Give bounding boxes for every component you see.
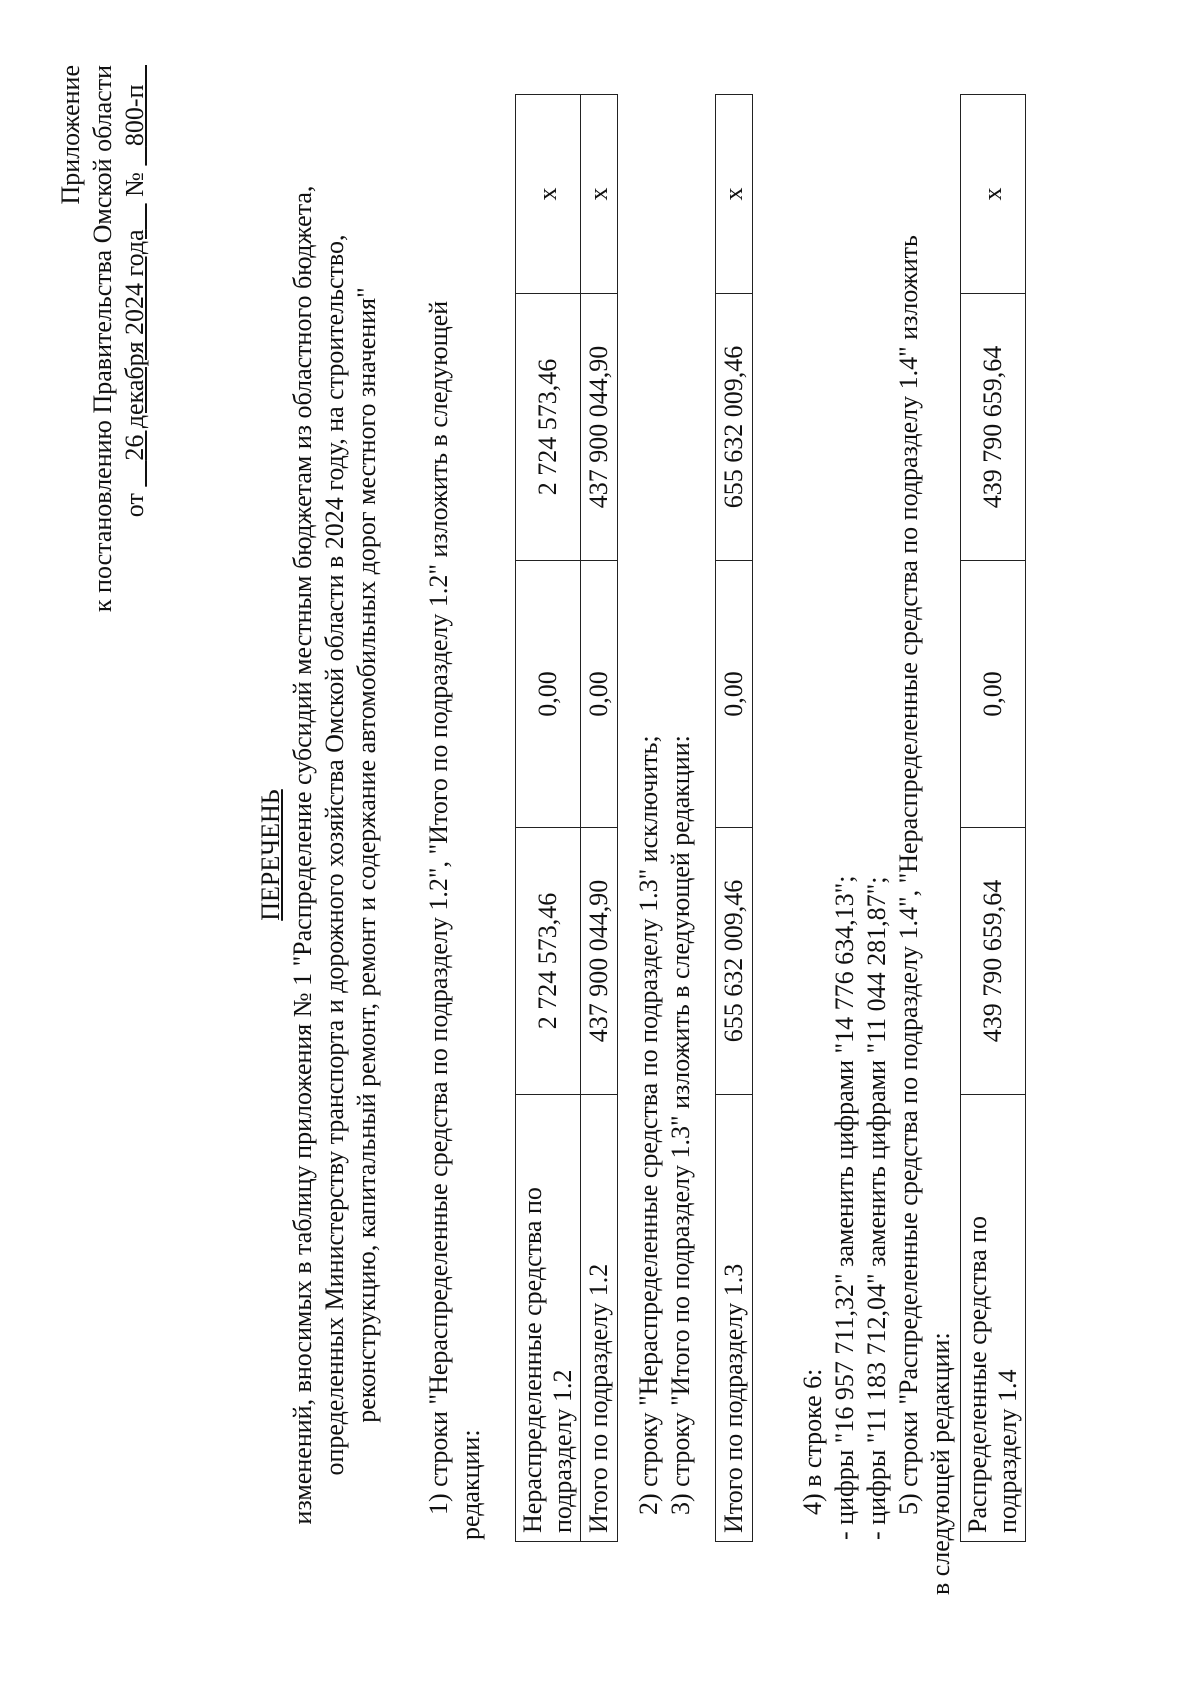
- number-prefix: №: [120, 172, 149, 197]
- cell-value: 0,00: [716, 561, 753, 828]
- cell-value: 437 900 044,90: [581, 294, 618, 561]
- table-subsection-1-3: [715, 94, 753, 1542]
- title-heading: ПЕРЕЧЕНЬ: [256, 789, 285, 921]
- table-row: [581, 95, 618, 1542]
- cell-value: x: [716, 95, 753, 294]
- cell-value: 439 790 659,64: [961, 828, 1026, 1095]
- row-label: Итого по подразделу 1.3: [716, 1095, 753, 1542]
- item-1: [423, 120, 487, 1540]
- date-prefix: от: [120, 493, 149, 518]
- item-2: 2) строку "Нераспределенные средства по подразделу 1.3" исключить;: [634, 735, 663, 1515]
- title-line-1: изменений, вносимых в таблицу приложения № 1 "Распределение субсидий местным бюджетам из областного бюджета,: [288, 185, 317, 1525]
- decree-number: 800-п: [120, 84, 149, 147]
- cell-value: 439 790 659,64: [961, 294, 1026, 561]
- table-row: [516, 95, 581, 1542]
- cell-value: 655 632 009,46: [716, 294, 753, 561]
- item-1-line-2: редакции:: [456, 1429, 485, 1540]
- decree-date-line: [119, 65, 151, 612]
- table-row: [716, 95, 753, 1542]
- cell-value: 2 724 573,46: [516, 828, 581, 1095]
- appendix-label: Приложение: [56, 65, 85, 205]
- cell-value: 437 900 044,90: [581, 828, 618, 1095]
- row-label: Итого по подразделу 1.2: [581, 1095, 618, 1542]
- document-header: [55, 65, 151, 612]
- cell-value: x: [961, 95, 1026, 294]
- items-2-3: [633, 120, 697, 1540]
- table-subsection-1-4: [960, 94, 1026, 1542]
- cell-value: 0,00: [961, 561, 1026, 828]
- table-subsection-1-2: [515, 94, 618, 1542]
- item-4: 4) в строке 6:: [798, 1368, 827, 1515]
- row-label: Распределенные средства по подразделу 1.4: [961, 1095, 1026, 1542]
- document-title: [255, 50, 383, 1660]
- table-row: [961, 95, 1026, 1542]
- item-1-line-1: 1) строки "Нераспределенные средства по подразделу 1.2", "Итого по подразделу 1.2" изложить в следующей: [424, 300, 453, 1515]
- title-line-2: определенных Министерству транспорта и дорожного хозяйства Омской области в 2024 году, на строительство,: [320, 234, 349, 1476]
- cell-value: x: [516, 95, 581, 294]
- cell-value: x: [581, 95, 618, 294]
- decree-reference: к постановлению Правительства Омской области: [88, 65, 117, 613]
- item-5-line-2: в следующей редакции:: [926, 1332, 955, 1595]
- rotated-page: [35, 50, 1075, 1660]
- cell-value: 2 724 573,46: [516, 294, 581, 561]
- items-4-5: [797, 120, 957, 1595]
- cell-value: 0,00: [581, 561, 618, 828]
- cell-value: 655 632 009,46: [716, 828, 753, 1095]
- item-4-b: - цифры "11 183 712,04" заменить цифрами "11 044 281,87";: [862, 876, 891, 1540]
- item-5-line-1: 5) строки "Распределенные средства по подразделу 1.4", "Нераспределенные средства по подразделу 1.4" изложить: [894, 235, 923, 1515]
- decree-date: 26 декабря 2024 года: [120, 229, 149, 461]
- item-4-a: - цифры "16 957 711,32" заменить цифрами "14 776 634,13";: [830, 875, 859, 1540]
- title-line-3: реконструкцию, капитальный ремонт, ремонт и содержание автомобильных дорог местного значения": [352, 287, 381, 1423]
- cell-value: 0,00: [516, 561, 581, 828]
- row-label: Нераспределенные средства по подразделу 1.2: [516, 1095, 581, 1542]
- item-3: 3) строку "Итого по подразделу 1.3" изложить в следующей редакции:: [666, 735, 695, 1515]
